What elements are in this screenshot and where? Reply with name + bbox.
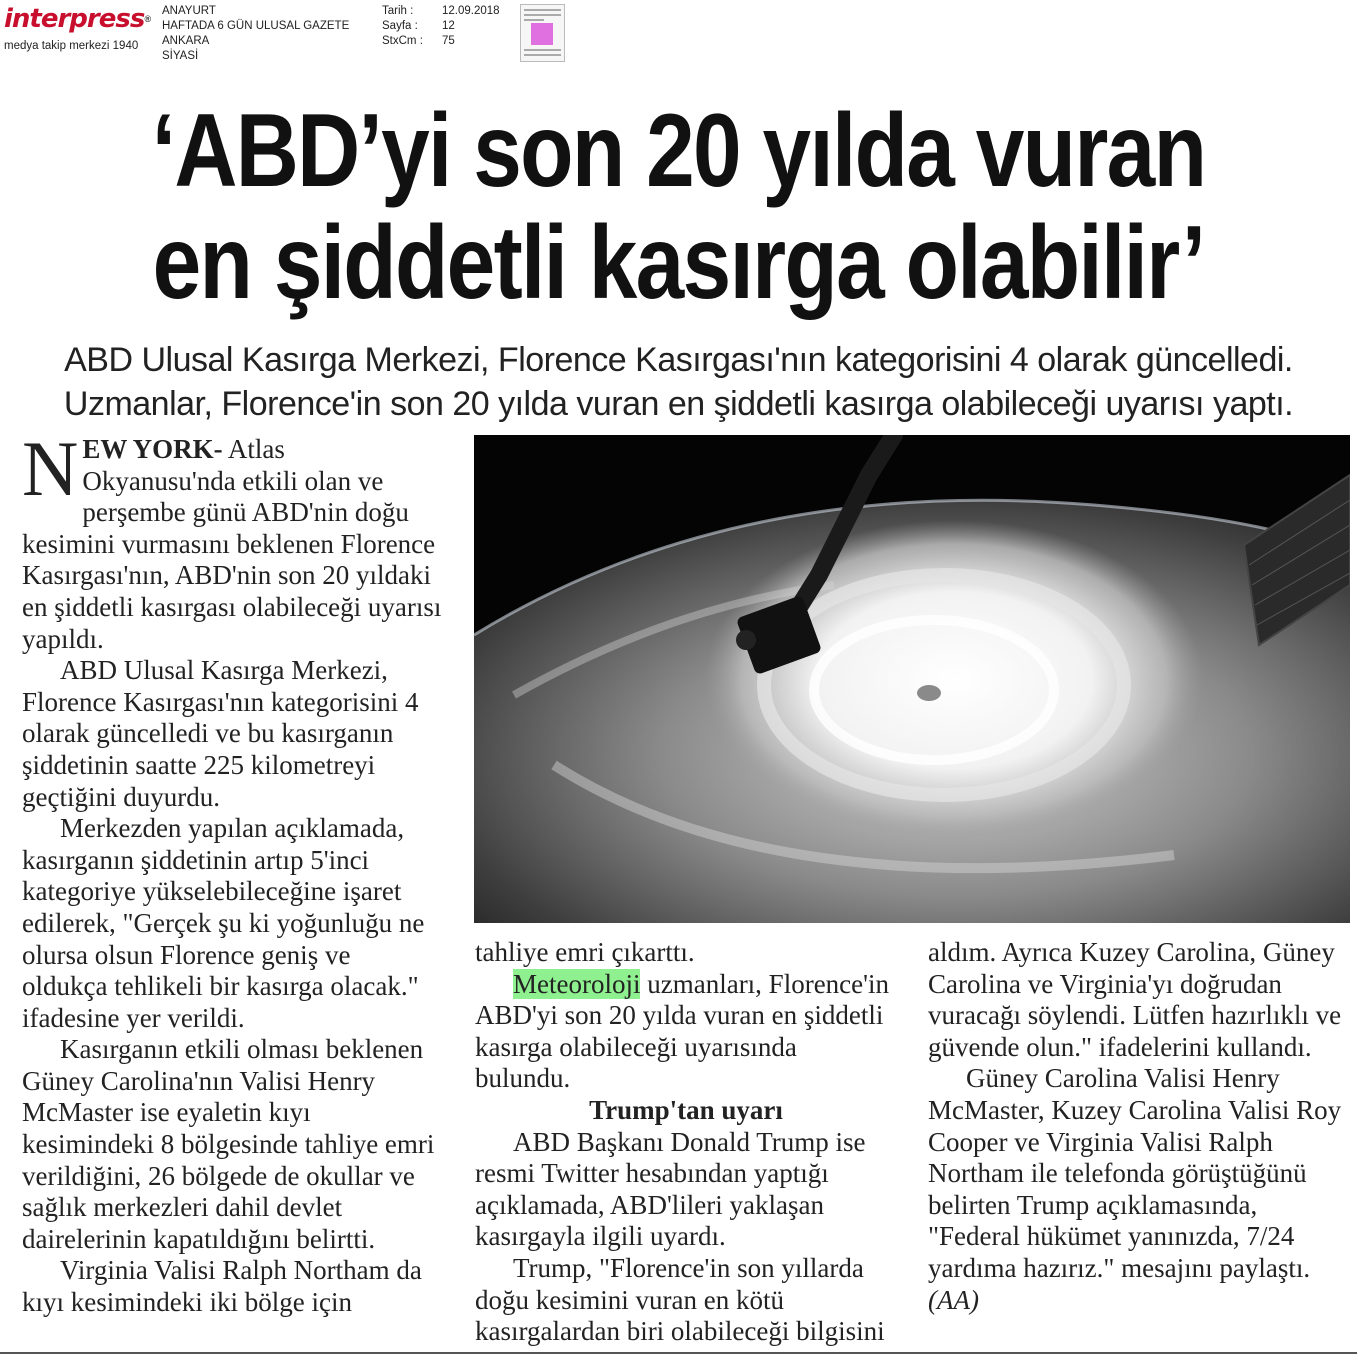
stxcm-value: 75 xyxy=(442,35,455,47)
paragraph: Trump, "Florence'in son yıllarda doğu kesimini vuran en kötü kasırgalardan biri olabileceği bilgisini xyxy=(475,1252,885,1347)
dateline: EW YORK- xyxy=(82,434,223,464)
paragraph: Merkezden yapılan açıklamada, kasırganın şiddetinin artıp 5'inci kategoriye yükselebileceğine işaret edilerek, "Gerçek şu ki yoğunluğu ne olursa olsun Florence geniş ve oldukça tehlikeli bir kasırga olacak." ifadesine yer verildi. xyxy=(22,813,425,1033)
paragraph: Kasırganın etkili olması beklenen Güney Carolina'nın Valisi Henry McMaster ise eyaletin kıyı kesimindeki 8 bölgesinde tahliye emri verildiğini, 26 bölgede de okullar ve sağlık merkezleri dahil devlet dairelerinin kapatıldığını belirtti. xyxy=(22,1034,435,1254)
date-value: 12.09.2018 xyxy=(442,5,500,17)
paragraph: ABD Ulusal Kasırga Merkezi, Florence Kasırgası'nın kategorisini 4 olarak güncelledi ve bu kasırganın şiddetinin saatte 225 kilometreyi geçtiğini duyurdu. xyxy=(22,655,419,812)
headline: ‘ABD’yi son 20 yılda vuran en şiddetli kasırga olabilir’ xyxy=(151,93,1206,321)
clipping-header xyxy=(0,0,1357,70)
publication-info: ANAYURT HAFTADA 6 GÜN ULUSAL GAZETE ANKARA SİYASİ xyxy=(162,5,350,62)
page-value: 12 xyxy=(442,20,455,32)
lead-paragraph: NEW YORK- Atlas Okyanusu'nda etkili olan ve perşembe günü ABD'nin doğu kesimini vurmasını beklenen Florence Kasırgası'nın, ABD'nin son 20 yıldaki en şiddetli kasırgası olabileceği uyarısı yapıldı. xyxy=(22,425,442,654)
meta-values xyxy=(442,4,500,49)
paragraph: aldım. Ayrıca Kuzey Carolina, Güney Carolina ve Virginia'yı doğrudan vuracağı söylendi. Lütfen hazırlıklı ve güvende olun." ifadelerini kullandı. xyxy=(928,937,1342,1062)
paragraph: ABD Başkanı Donald Trump ise resmi Twitter hesabından yaptığı açıklamada, ABD'lileri yaklaşan kasırgayla ilgili uyardı. xyxy=(475,1126,866,1252)
paragraph: Meteoroloji uzmanları, Florence'in ABD'yi son 20 yılda vuran en şiddetli kasırga olabileceği uyarısında bulundu. xyxy=(475,968,890,1094)
source-credit: (AA) xyxy=(928,1284,979,1315)
highlighted-keyword: Meteoroloji xyxy=(513,968,641,999)
paragraph: Güney Carolina Valisi Henry McMaster, Kuzey Carolina Valisi Roy Cooper ve Virginia Valisi Ralph Northam ile telefonda görüştüğünü belirten Trump açıklamasında, "Federal hükümet yanınızda, 7/24 yardıma hazırız." mesajını paylaştı. (AA) xyxy=(928,1063,1342,1315)
subheadline: ABD Ulusal Kasırga Merkezi, Florence Kasırgası'nın kategorisini 4 olarak güncelledi. Uzmanlar, Florence'in son 20 yılda vuran en şiddetli kasırga olabileceği uyarısı yaptı. xyxy=(63,341,1294,423)
article-column-2 xyxy=(475,937,897,1348)
hurricane-photo xyxy=(474,435,1350,923)
bottom-rule xyxy=(0,1352,1357,1354)
article-column-3 xyxy=(928,937,1350,1316)
interpress-logo: interpress® medya takip merkezi 1940 xyxy=(4,4,150,52)
drop-cap: N xyxy=(22,425,79,512)
article-column-1 xyxy=(22,425,442,1319)
logo-tagline: medya takip merkezi 1940 xyxy=(4,40,139,52)
paragraph: tahliye emri çıkarttı. xyxy=(475,937,695,967)
meta-labels: Tarih : Sayfa : StxCm : xyxy=(382,5,423,47)
paragraph: Virginia Valisi Ralph Northam da kıyı kesimindeki iki bölge için xyxy=(22,1255,422,1318)
section-subtitle: Trump'tan uyarı xyxy=(589,1094,783,1125)
page-thumbnail[interactable] xyxy=(520,4,565,62)
